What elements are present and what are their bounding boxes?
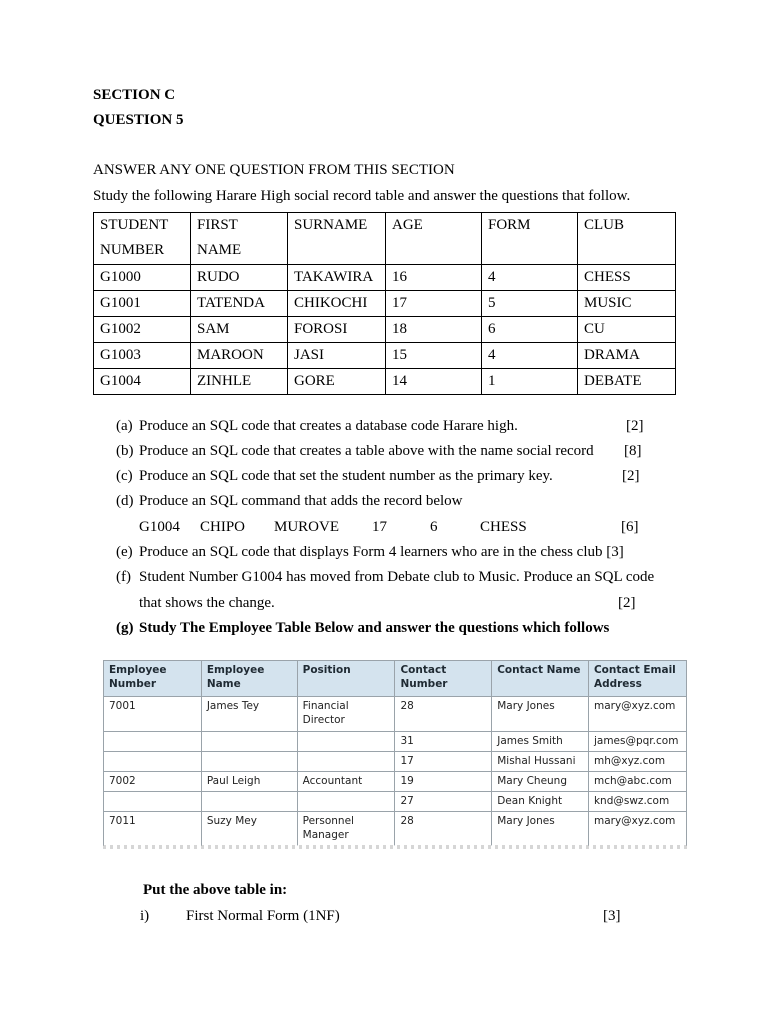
table-cell: James Tey (201, 697, 297, 732)
header-cell: Employee Name (201, 661, 297, 697)
table-cell: 31 (395, 732, 492, 752)
record-form: 6 (430, 519, 438, 535)
table-cell: mh@xyz.com (588, 752, 686, 772)
table-cell: Mishal Hussani (492, 752, 589, 772)
header-cell: Employee Number (104, 661, 202, 697)
table-cell: 1 (482, 369, 578, 395)
table-cell (104, 732, 202, 752)
table-cell: 6 (482, 317, 578, 343)
table-cell: 17 (386, 291, 482, 317)
table-cell: Mary Cheung (492, 772, 589, 792)
table-cell: Personnel Manager (297, 812, 395, 847)
table-row (94, 343, 676, 369)
header-cell: Contact Name (492, 661, 589, 697)
question-b-mark: [8] (624, 443, 642, 459)
image-crop-edge (103, 845, 687, 849)
question-label: (f) (116, 569, 131, 585)
table-row (94, 291, 676, 317)
table-cell: mary@xyz.com (588, 697, 686, 732)
table-cell: FOROSI (288, 317, 386, 343)
table-cell: G1001 (94, 291, 191, 317)
employee-table-image (103, 660, 687, 846)
question-number: QUESTION 5 (93, 112, 184, 128)
table-cell: G1000 (94, 265, 191, 291)
table-cell: Dean Knight (492, 792, 589, 812)
table-cell: Paul Leigh (201, 772, 297, 792)
record-surname: MUROVE (274, 519, 340, 535)
question-f-continuation: that shows the change. (139, 595, 275, 611)
intro-text: Study the following Harare High social record table and answer the questions that follow. (93, 188, 631, 204)
instruction-text: ANSWER ANY ONE QUESTION FROM THIS SECTION (93, 162, 455, 178)
table-cell (297, 752, 395, 772)
table-header-row (94, 213, 676, 265)
table-cell: 15 (386, 343, 482, 369)
sub-question-label: i) (140, 908, 150, 924)
question-text: Produce an SQL code that set the student number as the primary key. (139, 468, 553, 484)
employee-table (103, 660, 687, 846)
student-record-table (93, 212, 676, 395)
table-cell: DEBATE (578, 369, 676, 395)
table-cell: 4 (482, 343, 578, 369)
table-cell: 17 (395, 752, 492, 772)
header-cell: Position (297, 661, 395, 697)
table-cell: 4 (482, 265, 578, 291)
header-cell: Contact Number (395, 661, 492, 697)
header-cell: STUDENT NUMBER (94, 213, 191, 265)
table-cell: 28 (395, 697, 492, 732)
table-cell: 16 (386, 265, 482, 291)
sub-question-text: First Normal Form (1NF) (186, 908, 340, 924)
question-text: Produce an SQL code that creates a database code Harare high. (139, 418, 518, 434)
table-cell: TAKAWIRA (288, 265, 386, 291)
table-cell: GORE (288, 369, 386, 395)
table-cell: Suzy Mey (201, 812, 297, 847)
question-d-mark: [6] (621, 519, 639, 535)
question-a-mark: [2] (626, 418, 644, 434)
section-heading: SECTION C (93, 87, 176, 103)
table-cell: Financial Director (297, 697, 395, 732)
table-cell: MAROON (191, 343, 288, 369)
question-text: Produce an SQL code that displays Form 4 learners who are in the chess club [3] (139, 544, 624, 560)
table-cell: G1004 (94, 369, 191, 395)
employee-header-row (104, 661, 687, 697)
question-text: Student Number G1004 has moved from Debate club to Music. Produce an SQL code (139, 569, 655, 585)
table-cell: Mary Jones (492, 697, 589, 732)
table-row (94, 265, 676, 291)
header-cell: FIRST NAME (191, 213, 288, 265)
table-row (104, 792, 687, 812)
table-cell: G1002 (94, 317, 191, 343)
header-cell: CLUB (578, 213, 676, 265)
sub-question-mark: [3] (603, 908, 621, 924)
table-cell: 18 (386, 317, 482, 343)
table-cell: mch@abc.com (588, 772, 686, 792)
table-cell: MUSIC (578, 291, 676, 317)
table-row (104, 752, 687, 772)
header-cell: FORM (482, 213, 578, 265)
table-cell (201, 792, 297, 812)
table-row (94, 317, 676, 343)
record-age: 17 (372, 519, 387, 535)
table-cell (297, 792, 395, 812)
table-cell: DRAMA (578, 343, 676, 369)
table-row (104, 697, 687, 732)
table-row (104, 732, 687, 752)
table-cell: mary@xyz.com (588, 812, 686, 847)
record-student-number: G1004 (139, 519, 180, 535)
table-cell: ZINHLE (191, 369, 288, 395)
table-cell: 5 (482, 291, 578, 317)
table-cell (201, 732, 297, 752)
table-cell: TATENDA (191, 291, 288, 317)
table-cell: 7011 (104, 812, 202, 847)
table-cell (104, 792, 202, 812)
table-cell: JASI (288, 343, 386, 369)
table-cell: RUDO (191, 265, 288, 291)
table-cell: Accountant (297, 772, 395, 792)
question-label: (c) (116, 468, 133, 484)
header-cell: AGE (386, 213, 482, 265)
table-cell: SAM (191, 317, 288, 343)
table-cell: knd@swz.com (588, 792, 686, 812)
header-cell: Contact Email Address (588, 661, 686, 697)
header-cell: SURNAME (288, 213, 386, 265)
table-cell (104, 752, 202, 772)
table-cell: 19 (395, 772, 492, 792)
table-cell: james@pqr.com (588, 732, 686, 752)
table-row (104, 812, 687, 847)
record-club: CHESS (480, 519, 527, 535)
record-first-name: CHIPO (200, 519, 246, 535)
question-label: (d) (116, 493, 134, 509)
question-text: Study The Employee Table Below and answer the questions which follows (139, 620, 610, 636)
table-cell: G1003 (94, 343, 191, 369)
table-cell: 27 (395, 792, 492, 812)
table-cell: 28 (395, 812, 492, 847)
question-c-mark: [2] (622, 468, 640, 484)
table-row (94, 369, 676, 395)
table-row (104, 772, 687, 792)
table-cell: 7002 (104, 772, 202, 792)
put-table-heading: Put the above table in: (143, 882, 288, 898)
question-label: (e) (116, 544, 133, 560)
table-cell (201, 752, 297, 772)
table-cell: CU (578, 317, 676, 343)
table-cell: Mary Jones (492, 812, 589, 847)
question-text: Produce an SQL code that creates a table above with the name social record (139, 443, 594, 459)
question-text: Produce an SQL command that adds the record below (139, 493, 463, 509)
table-cell: James Smith (492, 732, 589, 752)
table-cell: CHESS (578, 265, 676, 291)
question-label: (b) (116, 443, 134, 459)
table-cell: 7001 (104, 697, 202, 732)
question-f-mark: [2] (618, 595, 636, 611)
table-cell: CHIKOCHI (288, 291, 386, 317)
table-cell: 14 (386, 369, 482, 395)
question-label: (g) (116, 620, 134, 636)
table-cell (297, 732, 395, 752)
question-label: (a) (116, 418, 133, 434)
